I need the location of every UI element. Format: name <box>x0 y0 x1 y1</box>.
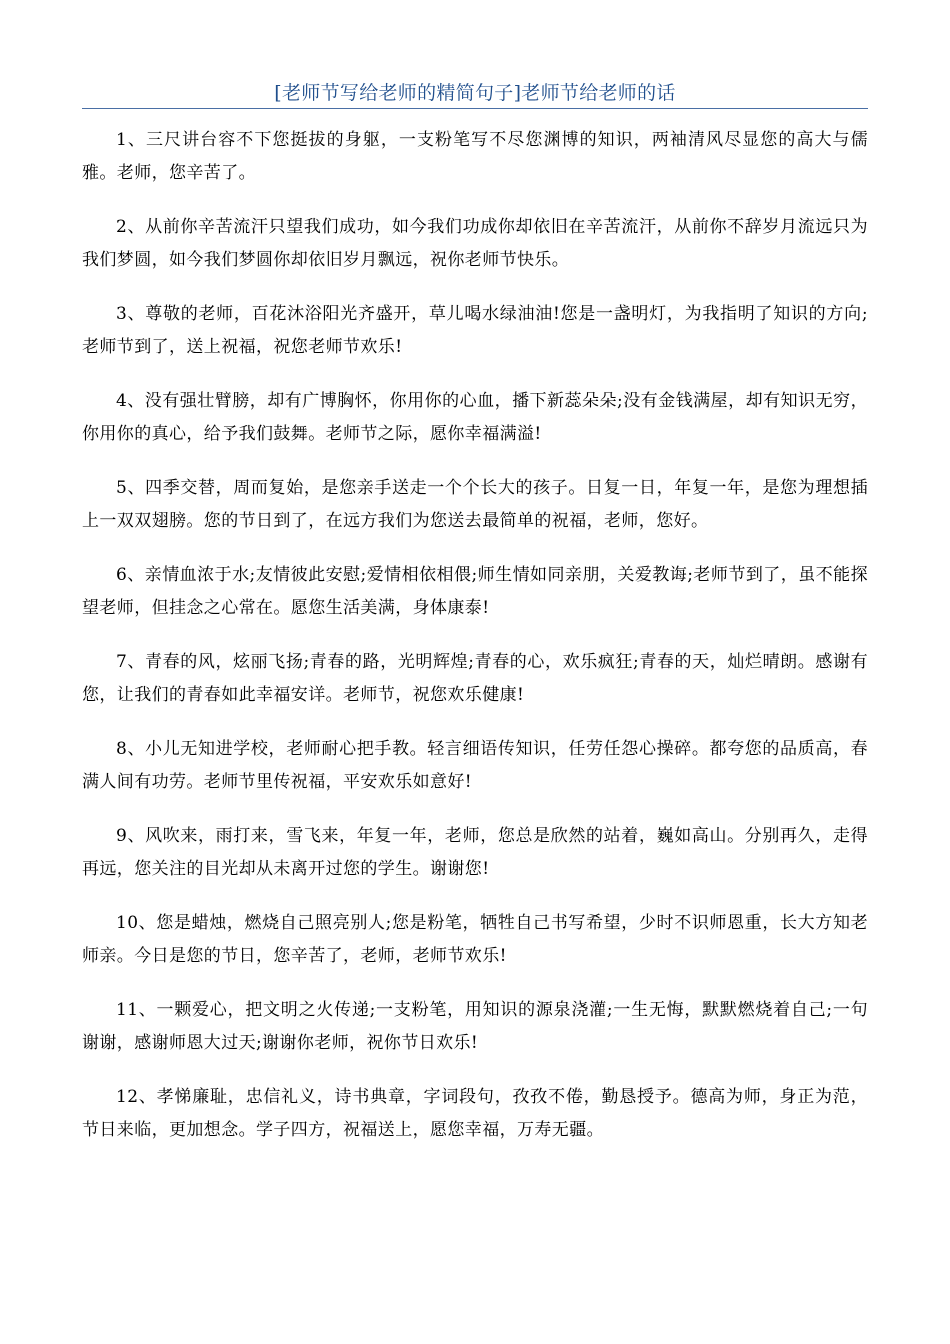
paragraph-4: 4、没有强壮臂膀，却有广博胸怀，你用你的心血，播下新蕊朵朵;没有金钱满屋，却有知识无穷，你用你的真心，给予我们鼓舞。老师节之际，愿你幸福满溢! <box>82 391 868 444</box>
paragraph-9: 9、风吹来，雨打来，雪飞来，年复一年，老师，您总是欣然的站着，巍如高山。分别再久，走得再远，您关注的目光却从未离开过您的学生。谢谢您! <box>82 826 868 879</box>
paragraph-11: 11、一颗爱心，把文明之火传递;一支粉笔，用知识的源泉浇灌;一生无悔，默默燃烧着自己;一句谢谢，感谢师恩大过天;谢谢你老师，祝你节日欢乐! <box>82 1000 868 1053</box>
paragraph-10: 10、您是蜡烛，燃烧自己照亮别人;您是粉笔，牺牲自己书写希望，少时不识师恩重，长大方知老师亲。今日是您的节日，您辛苦了，老师，老师节欢乐! <box>82 913 868 966</box>
paragraph-6: 6、亲情血浓于水;友情彼此安慰;爱情相依相偎;师生情如同亲朋，关爱教诲;老师节到了，虽不能探望老师，但挂念之心常在。愿您生活美满，身体康泰! <box>82 565 868 618</box>
paragraph-5: 5、四季交替，周而复始，是您亲手送走一个个长大的孩子。日复一日，年复一年，是您为理想插上一双双翅膀。您的节日到了，在远方我们为您送去最简单的祝福，老师，您好。 <box>82 478 868 531</box>
document-title: [老师节写给老师的精简句子]老师节给老师的话 <box>274 82 676 104</box>
paragraph-8: 8、小儿无知进学校，老师耐心把手教。轻言细语传知识，任劳任怨心操碎。都夸您的品质高，春满人间有功劳。老师节里传祝福，平安欢乐如意好! <box>82 739 868 792</box>
paragraph-7: 7、青春的风，炫丽飞扬;青春的路，光明辉煌;青春的心，欢乐疯狂;青春的天，灿烂晴朗。感谢有您，让我们的青春如此幸福安详。老师节，祝您欢乐健康! <box>82 652 868 705</box>
document-body <box>82 124 868 1168</box>
paragraph-12: 12、孝悌廉耻，忠信礼义，诗书典章，字词段句，孜孜不倦，勤恳授予。德高为师，身正为范，节日来临，更加想念。学子四方，祝福送上，愿您幸福，万寿无疆。 <box>82 1087 868 1140</box>
paragraph-2: 2、从前你辛苦流汗只望我们成功，如今我们功成你却依旧在辛苦流汗，从前你不辞岁月流远只为我们梦圆，如今我们梦圆你却依旧岁月飘远，祝你老师节快乐。 <box>82 217 868 270</box>
title-underline <box>82 108 868 109</box>
paragraph-3: 3、尊敬的老师，百花沐浴阳光齐盛开，草儿喝水绿油油!您是一盏明灯，为我指明了知识的方向;老师节到了，送上祝福，祝您老师节欢乐! <box>82 304 868 357</box>
paragraph-1: 1、三尺讲台容不下您挺拔的身躯，一支粉笔写不尽您渊博的知识，两袖清风尽显您的高大与儒雅。老师，您辛苦了。 <box>82 130 868 183</box>
